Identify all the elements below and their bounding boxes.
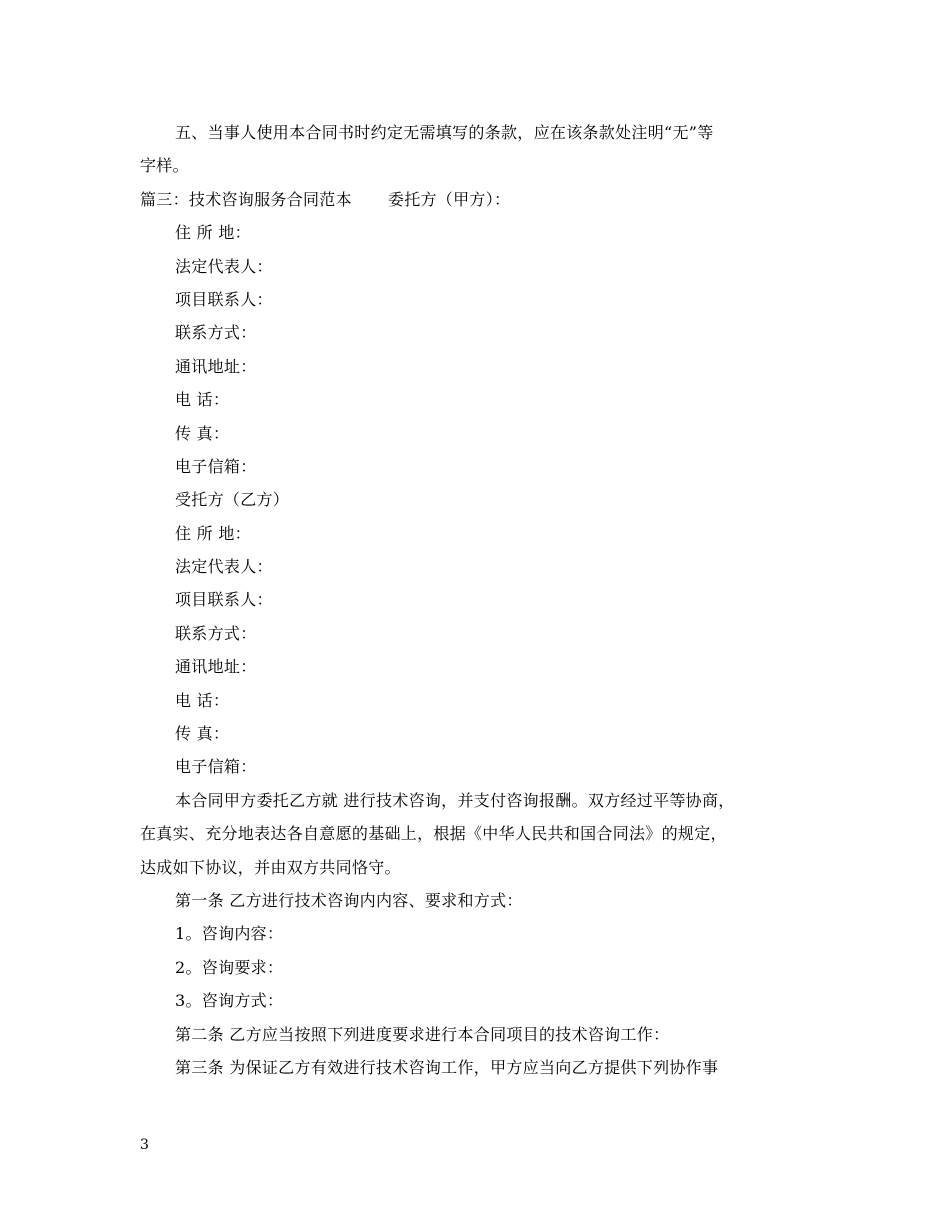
text-line-content: 受托方（乙方） bbox=[175, 490, 290, 510]
text-line bbox=[140, 917, 840, 950]
text-line-trail: 委托方（甲方）： bbox=[387, 189, 511, 209]
text-line bbox=[140, 250, 840, 283]
text-line-content: 法定代表人： bbox=[175, 256, 273, 276]
text-line bbox=[140, 1051, 840, 1084]
text-line bbox=[140, 316, 840, 349]
text-line-content: 电 话： bbox=[175, 390, 230, 410]
text-line-content: 在真实、充分地表达各自意愿的基础上，根据《中华人民共和国合同法》的规定， bbox=[140, 824, 727, 844]
text-line-content: 本合同甲方委托乙方就 进行技术咨询，并支付咨询报酬。双方经过平等协商， bbox=[175, 790, 735, 810]
text-line-content: 住 所 地： bbox=[175, 223, 251, 243]
text-line bbox=[140, 483, 840, 516]
text-line-content: 传 真： bbox=[175, 423, 230, 443]
text-line bbox=[140, 817, 840, 850]
text-line bbox=[140, 550, 840, 583]
text-line-content: 住 所 地： bbox=[175, 523, 251, 543]
text-line-content: 第三条 为保证乙方有效进行技术咨询工作，甲方应当向乙方提供下列协作事 bbox=[175, 1057, 719, 1077]
text-line-content: 1。咨询内容： bbox=[175, 924, 284, 944]
text-line-content: 传 真： bbox=[175, 724, 230, 744]
text-line bbox=[140, 350, 840, 383]
text-line bbox=[140, 617, 840, 650]
text-line bbox=[140, 383, 840, 416]
text-line-content: 达成如下协议，并由双方共同恪守。 bbox=[140, 857, 401, 877]
text-line-content: 篇三：技术咨询服务合同范本 bbox=[140, 189, 352, 209]
text-line bbox=[140, 650, 840, 683]
text-line bbox=[140, 583, 840, 616]
text-line-content: 电子信箱： bbox=[175, 757, 257, 777]
text-line-content: 项目联系人： bbox=[175, 289, 273, 309]
text-line-content: 第二条 乙方应当按照下列进度要求进行本合同项目的技术咨询工作： bbox=[175, 1024, 670, 1044]
text-line-content: 联系方式： bbox=[175, 623, 257, 643]
text-line-content: 字样。 bbox=[140, 156, 189, 176]
text-line bbox=[140, 750, 840, 783]
text-line bbox=[140, 851, 840, 884]
text-line-content: 五、当事人使用本合同书时约定无需填写的条款，应在该条款处注明“无”等 bbox=[175, 123, 714, 142]
text-line bbox=[140, 951, 840, 984]
text-line bbox=[140, 116, 840, 149]
text-line bbox=[140, 984, 840, 1017]
text-line-content: 电子信箱： bbox=[175, 456, 257, 476]
text-line bbox=[140, 283, 840, 316]
text-line bbox=[140, 450, 840, 483]
text-line-content: 电 话： bbox=[175, 690, 230, 710]
page-number: 3 bbox=[140, 1137, 149, 1153]
text-line bbox=[140, 216, 840, 249]
text-line bbox=[140, 717, 840, 750]
text-line bbox=[140, 684, 840, 717]
text-line bbox=[140, 417, 840, 450]
text-line bbox=[140, 517, 840, 550]
text-line bbox=[140, 1018, 840, 1051]
text-line-content: 联系方式： bbox=[175, 323, 257, 343]
text-line-content: 法定代表人： bbox=[175, 557, 273, 577]
text-line-content: 2。咨询要求： bbox=[175, 957, 284, 977]
text-line-content: 项目联系人： bbox=[175, 590, 273, 610]
text-line-content: 通讯地址： bbox=[175, 657, 257, 677]
text-line bbox=[140, 784, 840, 817]
text-line-content: 3。咨询方式： bbox=[175, 991, 284, 1011]
text-line-content: 第一条 乙方进行技术咨询内内容、要求和方式： bbox=[175, 890, 523, 910]
text-line bbox=[140, 884, 840, 917]
document-body bbox=[140, 116, 840, 1084]
text-line bbox=[140, 183, 840, 216]
text-line-content: 通讯地址： bbox=[175, 356, 257, 376]
text-line bbox=[140, 149, 840, 182]
